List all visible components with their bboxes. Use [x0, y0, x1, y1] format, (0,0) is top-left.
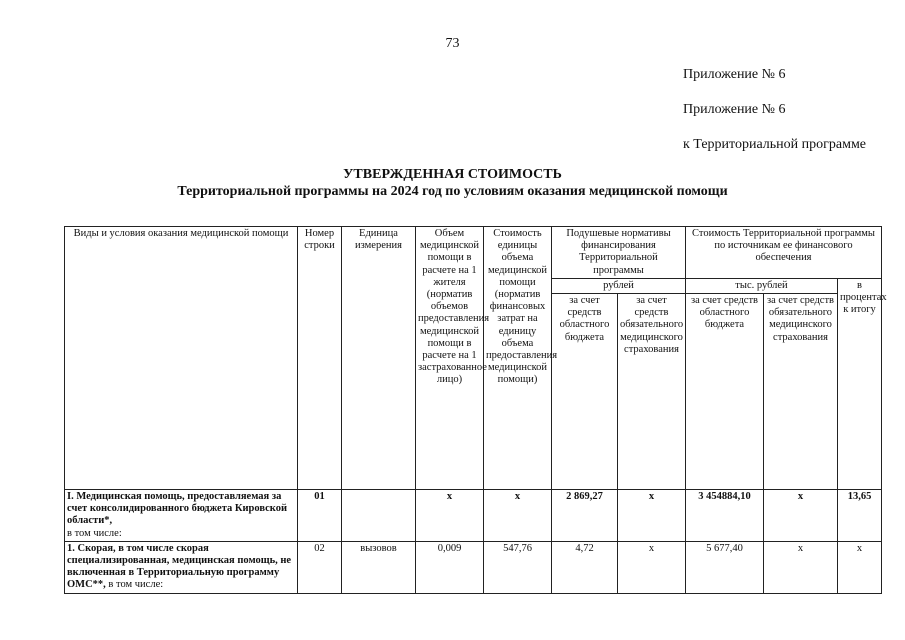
header-per-capita-unit: рублей — [552, 278, 686, 293]
cost-table — [64, 226, 887, 594]
appendix-reference: к Территориальной программе — [683, 137, 867, 152]
row-per-capita-oms: х — [618, 541, 686, 593]
row-unit — [342, 490, 416, 542]
header-total-oms: за счет средств обязательного медицинского страхования — [764, 294, 838, 490]
row-per-capita-regional: 4,72 — [552, 541, 618, 593]
row-per-capita-regional: 2 869,27 — [552, 490, 618, 542]
row-num: 01 — [298, 490, 342, 542]
row-name-main: I. Медицинская помощь, предоставляемая за счет консолидированного бюджета Кировской области*, — [67, 491, 288, 527]
header-percent: в процентах к итогу — [838, 278, 882, 489]
page-number: 73 — [445, 36, 460, 51]
header-per-capita-regional: за счет средств областного бюджета — [552, 294, 618, 490]
header-per-capita-oms: за счет средств обязательного медицинского страхования — [618, 294, 686, 490]
row-cost: 547,76 — [484, 541, 552, 593]
header-cost: Стоимость единицы объема медицинской помощи (норматив финансовых затрат на единицу объема предоставления медицинской помощи) — [484, 227, 552, 490]
row-num: 02 — [298, 541, 342, 593]
header-total-unit: тыс. рублей — [686, 278, 838, 293]
row-total-regional: 5 677,40 — [686, 541, 764, 593]
header-row-1 — [65, 227, 882, 279]
row-cost: х — [484, 490, 552, 542]
row-per-capita-oms: х — [618, 490, 686, 542]
row-total-regional: 3 454884,10 — [686, 490, 764, 542]
row-volume: х — [416, 490, 484, 542]
appendix-label: Приложение № 6 — [683, 67, 786, 82]
row-name — [65, 490, 298, 542]
header-row-number: Номер строки — [298, 227, 342, 490]
document-subtitle: Территориальной программы на 2024 год по условиям оказания медицинской помощи — [177, 184, 728, 199]
appendix-label-repeat: Приложение № 6 — [683, 102, 786, 117]
row-name — [65, 541, 298, 593]
header-total-group: Стоимость Территориальной программы по источникам ее финансового обеспечения — [686, 227, 882, 279]
row-total-oms: х — [764, 490, 838, 542]
header-per-capita-group: Подушевые нормативы финансирования Территориальной программы — [552, 227, 686, 279]
row-total-oms: х — [764, 541, 838, 593]
document-title: УТВЕРЖДЕННАЯ СТОИМОСТЬ — [343, 167, 562, 182]
header-unit: Единица измерения — [342, 227, 416, 490]
row-name-sub: в том числе: — [67, 527, 122, 539]
row-unit: вызовов — [342, 541, 416, 593]
header-types: Виды и условия оказания медицинской помощи — [65, 227, 298, 490]
row-percent: х — [838, 541, 882, 593]
row-percent: 13,65 — [838, 490, 882, 542]
row-volume: 0,009 — [416, 541, 484, 593]
row-name-sub: в том числе: — [108, 579, 164, 591]
header-total-regional: за счет средств областного бюджета — [686, 294, 764, 490]
table-row — [65, 490, 882, 542]
table-row — [65, 541, 882, 593]
header-volume: Объем медицинской помощи в расчете на 1 жителя (норматив объемов предоставления медицинской помощи в расчете на 1 застрахованное лицо) — [416, 227, 484, 490]
row-name-main: 1. Скорая, в том числе скорая специализированная, медицинская помощь, не включенная в Территориальную программу ОМС**, — [67, 542, 292, 591]
